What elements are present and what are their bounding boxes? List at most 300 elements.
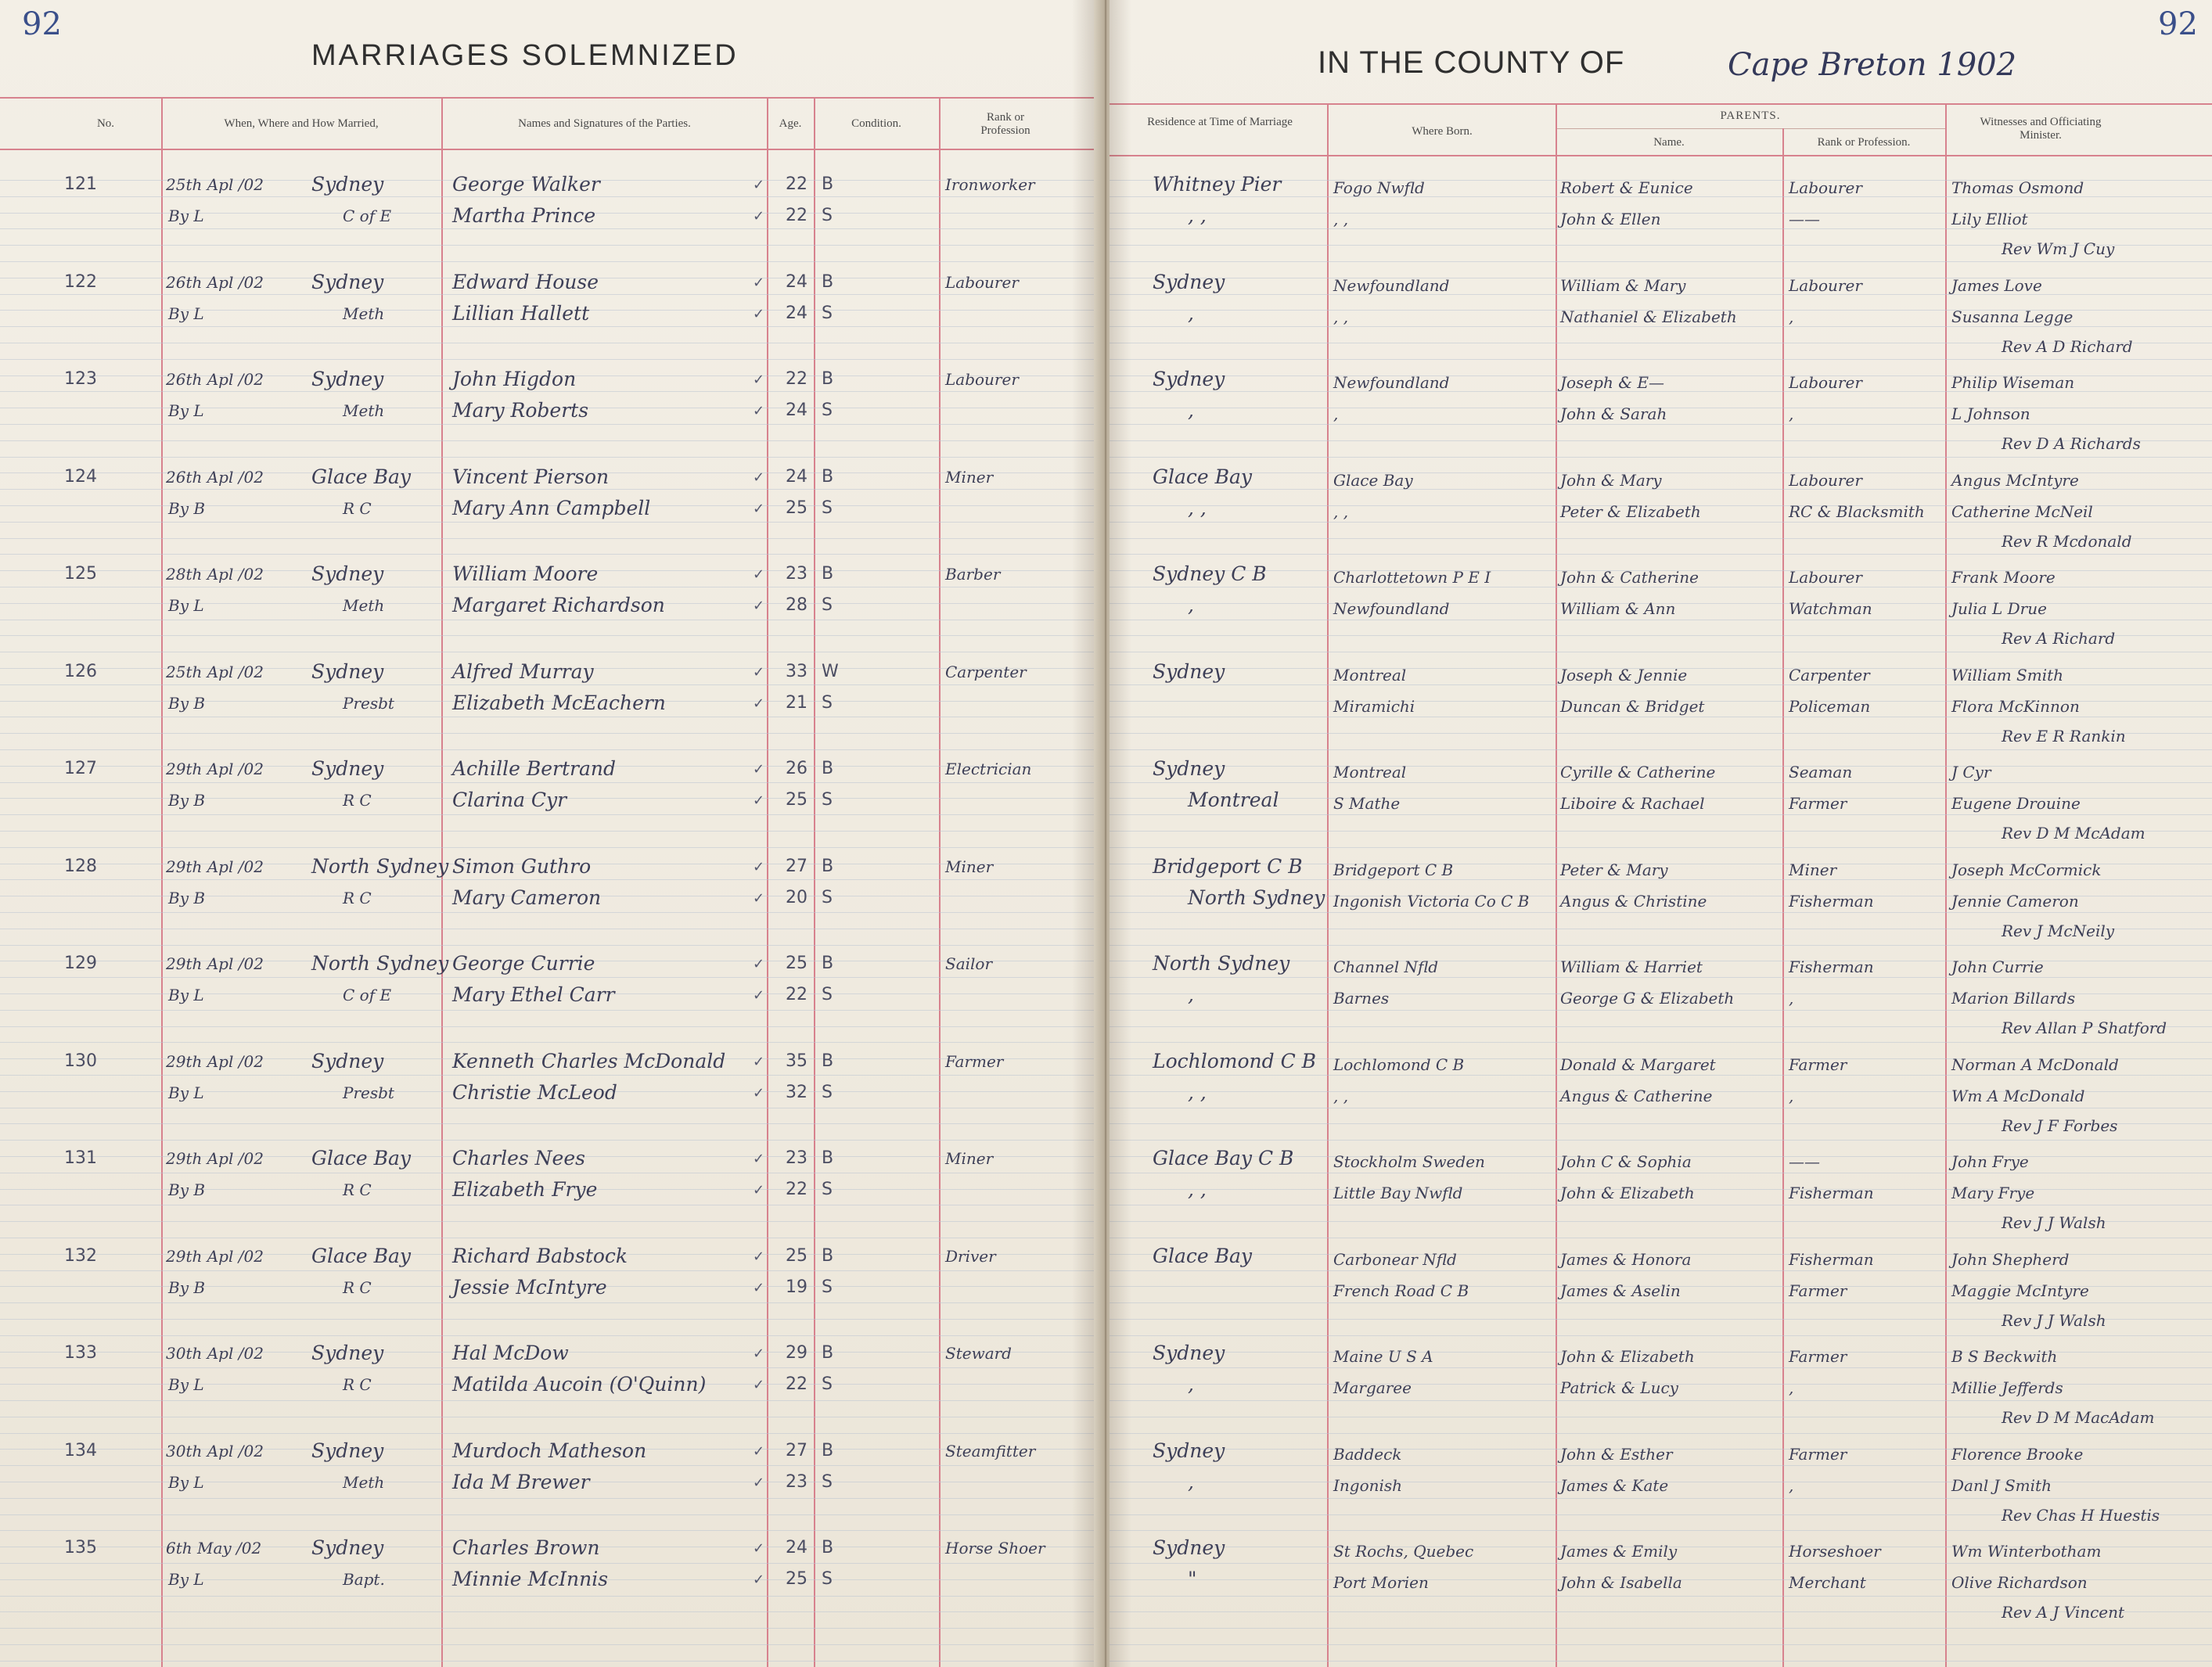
marriage-place: Sydney	[311, 368, 384, 390]
check-mark-icon: ✓	[753, 177, 765, 193]
witness-2: Lily Elliot	[1951, 210, 2028, 228]
check-mark-icon: ✓	[753, 1280, 765, 1296]
marriage-date: 26th Apl /02	[166, 273, 264, 292]
witness-1: J Cyr	[1951, 763, 1991, 781]
witness-1: Florence Brooke	[1951, 1445, 2084, 1464]
marriage-method: By B	[168, 889, 206, 907]
groom-age: 33	[786, 662, 807, 681]
groom-profession: Sailor	[945, 954, 993, 973]
header-age: Age.	[779, 117, 802, 130]
groom-profession: Barber	[945, 565, 1001, 584]
witness-2: Julia L Drue	[1951, 599, 2047, 618]
witness-2: Jennie Cameron	[1951, 892, 2079, 911]
groom-residence: Sydney	[1153, 1439, 1225, 1462]
groom-residence: Whitney Pier	[1153, 173, 1282, 196]
groom-name: George Currie	[452, 952, 595, 975]
groom-name: Alfred Murray	[452, 660, 594, 683]
groom-name: Charles Brown	[452, 1536, 600, 1559]
marriage-method: By B	[168, 1180, 206, 1199]
bride-birthplace: Ingonish	[1333, 1476, 1403, 1495]
ruled-line	[1110, 1302, 2212, 1303]
groom-parents: James & Emily	[1560, 1542, 1678, 1561]
bride-residence: ,	[1188, 302, 1194, 325]
groom-condition: B	[822, 1538, 834, 1557]
groom-name: Charles Nees	[452, 1147, 585, 1169]
groom-residence: Sydney	[1153, 757, 1225, 780]
bride-condition: S	[822, 1374, 833, 1394]
bride-name: Elizabeth McEachern	[452, 692, 666, 714]
groom-birthplace: Montreal	[1333, 763, 1407, 781]
county-name: Cape Breton 1902	[1728, 47, 2017, 83]
ruled-line	[1110, 945, 2212, 946]
check-mark-icon: ✓	[753, 469, 765, 486]
groom-residence: Glace Bay C B	[1153, 1147, 1294, 1169]
ruled-line	[0, 1302, 1102, 1303]
ruled-line	[0, 261, 1102, 262]
groom-father-rank: Miner	[1789, 860, 1837, 879]
bride-residence: ,	[1188, 1373, 1194, 1396]
marriage-date: 29th Apl /02	[166, 954, 264, 973]
left-page	[0, 0, 1102, 1667]
witness-1: John Shepherd	[1951, 1250, 2070, 1269]
col-divider	[441, 97, 443, 1667]
bride-father-rank: ,	[1789, 404, 1794, 423]
groom-father-rank: Fisherman	[1789, 1250, 1874, 1269]
bride-residence: "	[1188, 1568, 1197, 1590]
marriage-place: Glace Bay	[311, 1245, 412, 1267]
bride-parents: William & Ann	[1560, 599, 1676, 618]
groom-name: John Higdon	[452, 368, 577, 390]
groom-birthplace: Baddeck	[1333, 1445, 1402, 1464]
bride-birthplace: Ingonish Victoria Co C B	[1333, 892, 1530, 911]
marriage-date: 28th Apl /02	[166, 565, 264, 584]
bride-residence: ,	[1188, 399, 1194, 422]
bride-birthplace: ,	[1333, 404, 1339, 423]
parents-subrule	[1556, 128, 1945, 129]
ruled-line	[0, 1400, 1102, 1401]
groom-name: Murdoch Matheson	[452, 1439, 647, 1462]
check-mark-icon: ✓	[753, 695, 765, 712]
groom-profession: Horse Shoer	[945, 1539, 1045, 1557]
groom-parents: Cyrille & Catherine	[1560, 763, 1716, 781]
groom-birthplace: Newfoundland	[1333, 276, 1450, 295]
check-mark-icon: ✓	[753, 792, 765, 809]
ruled-line	[1110, 1140, 2212, 1141]
groom-age: 22	[786, 174, 807, 194]
bride-age: 25	[786, 790, 807, 810]
ruled-line	[0, 831, 1102, 832]
check-mark-icon: ✓	[753, 1377, 765, 1393]
check-mark-icon: ✓	[753, 1085, 765, 1101]
groom-name: Hal McDow	[452, 1342, 569, 1364]
marriage-place: Sydney	[311, 562, 384, 585]
check-mark-icon: ✓	[753, 566, 765, 583]
check-mark-icon: ✓	[753, 403, 765, 419]
groom-residence: Glace Bay	[1153, 465, 1253, 488]
header-bottom-rule	[1110, 155, 2212, 156]
groom-parents: James & Honora	[1560, 1250, 1692, 1269]
check-mark-icon: ✓	[753, 956, 765, 972]
bride-condition: S	[822, 1083, 833, 1102]
marriage-method: By L	[168, 1570, 204, 1589]
ruled-line	[0, 1661, 1102, 1662]
groom-father-rank: Fisherman	[1789, 957, 1874, 976]
ruled-line	[0, 912, 1102, 913]
ruled-line	[0, 1433, 1102, 1434]
bride-age: 22	[786, 985, 807, 1004]
ruled-line	[0, 977, 1102, 978]
col-divider	[161, 97, 163, 1667]
marriage-date: 29th Apl /02	[166, 1149, 264, 1168]
groom-residence: Glace Bay	[1153, 1245, 1253, 1267]
groom-age: 23	[786, 1148, 807, 1168]
groom-age: 25	[786, 1246, 807, 1266]
bride-name: Ida M Brewer	[452, 1471, 590, 1493]
witness-2: Millie Jefferds	[1951, 1378, 2063, 1397]
ruled-line	[0, 228, 1102, 229]
officiating-minister: Rev J F Forbes	[2002, 1116, 2118, 1135]
bride-age: 25	[786, 498, 807, 518]
check-mark-icon: ✓	[753, 208, 765, 225]
bride-birthplace: Port Morien	[1333, 1573, 1429, 1592]
witness-2: Eugene Drouine	[1951, 794, 2081, 813]
entry-number: 135	[64, 1538, 97, 1557]
entry-number: 129	[64, 954, 97, 973]
groom-birthplace: Bridgeport C B	[1333, 860, 1454, 879]
ruled-line	[0, 1530, 1102, 1531]
marriage-place: Sydney	[311, 271, 384, 293]
bride-condition: S	[822, 1472, 833, 1492]
groom-father-rank: Labourer	[1789, 178, 1862, 197]
ruled-line	[0, 1498, 1102, 1499]
ruled-line	[0, 196, 1102, 197]
witness-2: Marion Billards	[1951, 989, 2076, 1008]
bride-residence: , ,	[1188, 204, 1207, 227]
groom-residence: Sydney	[1153, 1342, 1225, 1364]
ruled-line	[0, 1628, 1102, 1629]
marriage-date: 30th Apl /02	[166, 1442, 264, 1460]
bride-age: 22	[786, 1180, 807, 1199]
check-mark-icon: ✓	[753, 372, 765, 388]
bride-age: 21	[786, 693, 807, 713]
bride-father-rank: Farmer	[1789, 794, 1847, 813]
ruled-line	[0, 1514, 1102, 1515]
marriage-method: By L	[168, 596, 204, 615]
bride-father-rank: RC & Blacksmith	[1789, 502, 1925, 521]
check-mark-icon: ✓	[753, 1475, 765, 1491]
bride-name: Elizabeth Frye	[452, 1178, 598, 1201]
groom-parents: Joseph & Jennie	[1560, 666, 1688, 684]
marriage-date: 6th May /02	[166, 1539, 262, 1557]
ruled-line	[0, 538, 1102, 539]
ruled-line	[0, 1611, 1102, 1612]
groom-father-rank: ——	[1789, 1152, 1820, 1171]
ruled-line	[1110, 1661, 2212, 1662]
header-witnesses: Witnesses and Officiating Minister.	[1980, 116, 2102, 142]
bride-condition: S	[822, 206, 833, 225]
header-parent-rank: Rank or Profession.	[1817, 136, 1911, 149]
ruled-line	[0, 1319, 1102, 1320]
groom-birthplace: Lochlomond C B	[1333, 1055, 1465, 1074]
groom-profession: Miner	[945, 468, 994, 487]
bride-parents: James & Kate	[1560, 1476, 1669, 1495]
groom-profession: Driver	[945, 1247, 996, 1266]
bride-father-rank: ,	[1789, 1378, 1794, 1397]
witness-2: Olive Richardson	[1951, 1573, 2088, 1592]
entry-number: 124	[64, 467, 97, 487]
ruled-line	[0, 554, 1102, 555]
ruled-line	[1110, 1644, 2212, 1645]
ruled-line	[0, 782, 1102, 783]
entry-number: 132	[64, 1246, 97, 1266]
bride-age: 20	[786, 888, 807, 907]
marriage-rite: R C	[343, 1375, 372, 1394]
marriage-method: By B	[168, 499, 206, 518]
check-mark-icon: ✓	[753, 761, 765, 778]
bride-condition: S	[822, 790, 833, 810]
header-parent-name: Name.	[1653, 136, 1685, 149]
groom-parents: Donald & Margaret	[1560, 1055, 1716, 1074]
bride-father-rank: ,	[1789, 989, 1794, 1008]
groom-father-rank: Farmer	[1789, 1347, 1847, 1366]
ruled-line	[0, 684, 1102, 685]
check-mark-icon: ✓	[753, 1345, 765, 1362]
right-page-number: 92	[2158, 6, 2198, 42]
groom-age: 27	[786, 857, 807, 876]
header-top-rule	[0, 97, 1102, 99]
groom-name: Kenneth Charles McDonald	[452, 1050, 726, 1072]
header-profession: Rank or Profession	[980, 111, 1030, 137]
ruled-line	[0, 814, 1102, 815]
entry-number: 128	[64, 857, 97, 876]
witness-1: James Love	[1951, 276, 2042, 295]
bride-birthplace: , ,	[1333, 1087, 1349, 1105]
ruled-line	[0, 391, 1102, 392]
ruled-line	[0, 1367, 1102, 1368]
ruled-line	[0, 457, 1102, 458]
groom-condition: B	[822, 467, 834, 487]
bride-age: 19	[786, 1277, 807, 1297]
groom-condition: W	[822, 662, 839, 681]
bride-condition: S	[822, 1277, 833, 1297]
groom-father-rank: Labourer	[1789, 373, 1862, 392]
bride-birthplace: Margaree	[1333, 1378, 1412, 1397]
witness-1: William Smith	[1951, 666, 2064, 684]
bride-residence: North Sydney	[1188, 886, 1325, 909]
groom-condition: B	[822, 1343, 834, 1363]
groom-condition: B	[822, 857, 834, 876]
groom-name: Vincent Pierson	[452, 465, 610, 488]
bride-name: Christie McLeod	[452, 1081, 617, 1104]
marriage-method: By L	[168, 401, 204, 420]
marriage-date: 25th Apl /02	[166, 175, 264, 194]
ruled-line	[0, 879, 1102, 880]
witness-2: Danl J Smith	[1951, 1476, 2052, 1495]
marriage-method: By L	[168, 304, 204, 323]
check-mark-icon: ✓	[753, 1540, 765, 1557]
marriage-rite: R C	[343, 791, 372, 810]
witness-2: Flora McKinnon	[1951, 697, 2080, 716]
marriage-place: Sydney	[311, 1439, 384, 1462]
marriage-place: Sydney	[311, 1536, 384, 1559]
groom-parents: John C & Sophia	[1560, 1152, 1692, 1171]
ruled-line	[1110, 749, 2212, 750]
groom-profession: Steward	[945, 1344, 1012, 1363]
ruled-line	[0, 1465, 1102, 1466]
groom-age: 24	[786, 1538, 807, 1557]
groom-condition: B	[822, 954, 834, 973]
groom-parents: John & Mary	[1560, 471, 1662, 490]
groom-age: 24	[786, 467, 807, 487]
groom-age: 23	[786, 564, 807, 584]
entry-number: 134	[64, 1441, 97, 1460]
ruled-line	[0, 1140, 1102, 1141]
groom-age: 25	[786, 954, 807, 973]
groom-parents: William & Mary	[1560, 276, 1686, 295]
witness-2: Catherine McNeil	[1951, 502, 2093, 521]
bride-parents: Patrick & Lucy	[1560, 1378, 1678, 1397]
groom-residence: Bridgeport C B	[1153, 855, 1303, 878]
bride-age: 23	[786, 1472, 807, 1492]
ruled-line	[1110, 228, 2212, 229]
marriage-date: 29th Apl /02	[166, 857, 264, 876]
check-mark-icon: ✓	[753, 1151, 765, 1167]
marriage-date: 26th Apl /02	[166, 468, 264, 487]
groom-parents: John & Elizabeth	[1560, 1347, 1695, 1366]
ruled-line	[1110, 457, 2212, 458]
marriage-rite: Meth	[343, 1473, 385, 1492]
check-mark-icon: ✓	[753, 275, 765, 291]
groom-parents: Robert & Eunice	[1560, 178, 1693, 197]
header-top-rule	[1110, 103, 2212, 105]
groom-condition: B	[822, 759, 834, 778]
bride-condition: S	[822, 1569, 833, 1589]
witness-2: Maggie McIntyre	[1951, 1281, 2089, 1300]
marriage-rite: Presbt	[343, 694, 394, 713]
marriage-rite: R C	[343, 1278, 372, 1297]
bride-birthplace: , ,	[1333, 502, 1349, 521]
bride-father-rank: Fisherman	[1789, 892, 1874, 911]
bride-condition: S	[822, 888, 833, 907]
marriage-rite: Meth	[343, 304, 385, 323]
header-condition: Condition.	[851, 117, 901, 130]
ruled-line	[0, 733, 1102, 734]
marriage-date: 25th Apl /02	[166, 663, 264, 681]
ruled-line	[1110, 912, 2212, 913]
bride-birthplace: , ,	[1333, 307, 1349, 326]
bride-residence: ,	[1188, 983, 1194, 1006]
marriage-rite: Bapt.	[343, 1570, 385, 1589]
groom-birthplace: Stockholm Sweden	[1333, 1152, 1485, 1171]
marriage-date: 29th Apl /02	[166, 1052, 264, 1071]
witness-1: Thomas Osmond	[1951, 178, 2084, 197]
bride-parents: Duncan & Bridget	[1560, 697, 1705, 716]
ruled-line	[0, 1075, 1102, 1076]
ruled-line	[1110, 1010, 2212, 1011]
bride-condition: S	[822, 498, 833, 518]
marriage-rite: Presbt	[343, 1083, 394, 1102]
marriage-rite: R C	[343, 1180, 372, 1199]
groom-parents: Joseph & E—	[1560, 373, 1664, 392]
groom-residence: Sydney	[1153, 1536, 1225, 1559]
ruled-line	[0, 294, 1102, 295]
check-mark-icon: ✓	[753, 859, 765, 875]
ruled-line	[0, 749, 1102, 750]
entry-number: 130	[64, 1051, 97, 1071]
bride-father-rank: Fisherman	[1789, 1184, 1874, 1202]
ruled-line	[1110, 1498, 2212, 1499]
marriage-date: 29th Apl /02	[166, 760, 264, 778]
entry-number: 126	[64, 662, 97, 681]
ruled-line	[0, 1335, 1102, 1336]
ruled-line	[1110, 1335, 2212, 1336]
groom-father-rank: Labourer	[1789, 276, 1862, 295]
witness-1: Wm Winterbotham	[1951, 1542, 2102, 1561]
ruled-line	[1110, 1400, 2212, 1401]
bride-name: Lillian Hallett	[452, 302, 590, 325]
col-divider	[767, 97, 768, 1667]
bride-father-rank: Farmer	[1789, 1281, 1847, 1300]
check-mark-icon: ✓	[753, 1248, 765, 1265]
groom-birthplace: Carbonear Nfld	[1333, 1250, 1457, 1269]
officiating-minister: Rev A D Richard	[2002, 337, 2133, 356]
marriage-method: By L	[168, 986, 204, 1004]
marriage-rite: C of E	[343, 207, 392, 225]
header-when-where: When, Where and How Married,	[224, 117, 379, 130]
ruled-line	[1110, 1563, 2212, 1564]
header-names: Names and Signatures of the Parties.	[518, 117, 691, 130]
groom-birthplace: Fogo Nwfld	[1333, 178, 1425, 197]
bride-birthplace: Newfoundland	[1333, 599, 1450, 618]
bride-father-rank: ,	[1789, 1476, 1794, 1495]
groom-profession: Farmer	[945, 1052, 1004, 1071]
bride-parents: Angus & Catherine	[1560, 1087, 1713, 1105]
ruled-line	[0, 1644, 1102, 1645]
officiating-minister: Rev A J Vincent	[2002, 1603, 2125, 1622]
bride-age: 22	[786, 1374, 807, 1394]
officiating-minister: Rev Wm J Cuy	[2002, 239, 2115, 258]
check-mark-icon: ✓	[753, 306, 765, 322]
page-shadow	[1110, 0, 1131, 1667]
marriage-place: Glace Bay	[311, 465, 412, 488]
marriage-place: Sydney	[311, 757, 384, 780]
groom-condition: B	[822, 564, 834, 584]
bride-residence: , ,	[1188, 1178, 1207, 1201]
groom-father-rank: Horseshoer	[1789, 1542, 1881, 1561]
bride-father-rank: ,	[1789, 307, 1794, 326]
marriage-date: 30th Apl /02	[166, 1344, 264, 1363]
officiating-minister: Rev J McNeily	[2002, 922, 2115, 940]
bride-condition: S	[822, 401, 833, 420]
groom-birthplace: Montreal	[1333, 666, 1407, 684]
groom-condition: B	[822, 272, 834, 292]
marriage-method: By L	[168, 1083, 204, 1102]
officiating-minister: Rev D A Richards	[2002, 434, 2141, 453]
bride-birthplace: Barnes	[1333, 989, 1390, 1008]
officiating-minister: Rev D M MacAdam	[2002, 1408, 2155, 1427]
witness-2: Susanna Legge	[1951, 307, 2074, 326]
ruled-line	[1110, 814, 2212, 815]
ruled-line	[1110, 261, 2212, 262]
marriage-method: By L	[168, 1375, 204, 1394]
check-mark-icon: ✓	[753, 1443, 765, 1460]
bride-name: Clarina Cyr	[452, 789, 567, 811]
ruled-line	[0, 245, 1102, 246]
bride-parents: John & Sarah	[1560, 404, 1667, 423]
ruled-line	[1110, 1530, 2212, 1531]
ruled-line	[1110, 1465, 2212, 1466]
groom-profession: Electrician	[945, 760, 1032, 778]
